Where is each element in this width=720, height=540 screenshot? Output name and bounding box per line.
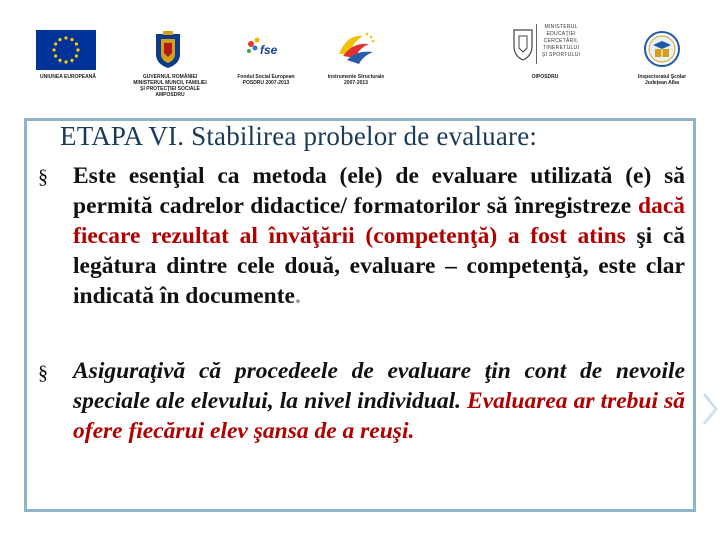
logo-strip	[0, 0, 720, 110]
structural-instruments-caption: Instrumente Structurale 2007-2013	[327, 74, 385, 86]
bullet-1-icon: §	[38, 166, 48, 188]
government-caption: GUVERNUL ROMÂNIEI MINISTERUL MUNCII, FAMILIEI ŞI PROTECŢIEI SOCIALE AMPOSDRU	[133, 74, 207, 98]
paragraph-1-end: .	[294, 283, 301, 309]
ministry-line-4: TINERETULUI	[543, 45, 580, 51]
fse-caption: Fondul Social European POSDRU 2007-2013	[237, 74, 295, 86]
ministry-emblem-icon	[512, 24, 534, 64]
eu-flag-logo	[36, 30, 96, 70]
paragraph-2-highlight: Evaluarea ar trebui să ofere fiecărui elev şansa de a reuşi.	[73, 388, 685, 444]
paragraph-1-text-b: şi că legătura dintre cele două, evaluare – competenţă, este clar indicată în documente	[73, 223, 686, 309]
paragraph-2-text-a: Asiguraţivă că procedeele de evaluare ţin cont de nevoile speciale ale elevului, la nivel individual.	[73, 358, 685, 414]
bullet-2-icon: §	[38, 362, 48, 384]
paragraph-2	[73, 356, 685, 446]
svg-text:fse: fse	[260, 43, 278, 57]
inspectorate-caption: Inspectoratul Şcolar Judeţean Alba	[637, 74, 687, 86]
paragraph-1	[73, 161, 685, 311]
side-arrow-icon	[702, 392, 718, 426]
structural-instruments-logo	[333, 28, 379, 68]
fse-logo	[243, 34, 283, 64]
school-inspectorate-logo	[642, 30, 682, 68]
ministry-line-1: MINISTERUL	[544, 24, 578, 30]
romania-coat-of-arms-logo	[153, 30, 183, 70]
ministry-line-3: CERCETĂRII,	[543, 38, 579, 44]
ministry-line-5: ŞI SPORTULUI	[542, 52, 581, 58]
paragraph-1-highlight: dacă fiecare rezultat al învăţării (competenţă) a fost atins	[73, 193, 685, 249]
ministry-line-2: EDUCAŢIEI	[546, 31, 576, 37]
ministry-education-logo	[512, 14, 586, 70]
eu-caption: UNIUNEA EUROPEANĂ	[40, 74, 96, 80]
paragraph-1-text-a: Este esenţial ca metoda (ele) de evaluare utilizată (e) să permită cadrelor didactice/ formatorilor să înregistreze	[73, 163, 685, 219]
slide-title: ETAPA VI. Stabilirea probelor de evaluare:	[60, 121, 538, 151]
oiposdru-caption: OIPOSDRU	[531, 74, 559, 80]
